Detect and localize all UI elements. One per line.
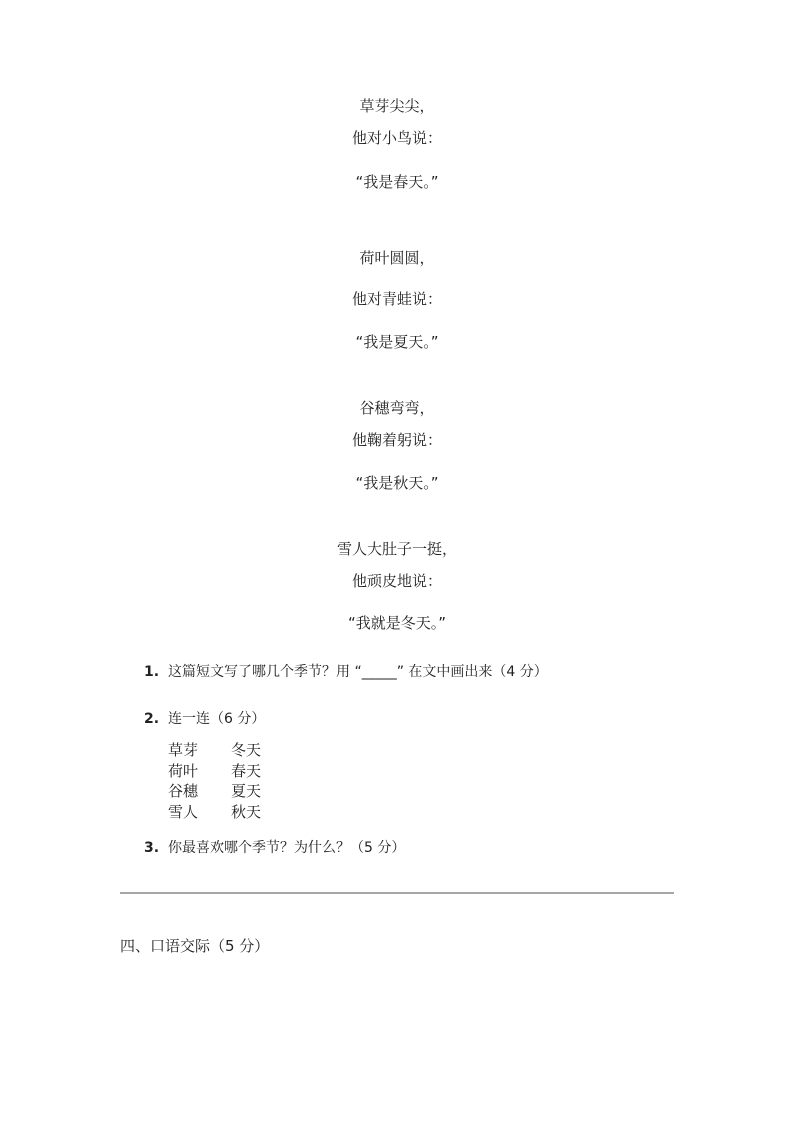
matching-right-item: 夏天 [231,782,262,800]
poem-line: 他鞠着躬说： [351,431,442,449]
poem-line: “我是春天。” [355,173,439,191]
poem-line: 草芽尖尖， [359,97,435,115]
question-3 [144,838,405,858]
question-text: 你最喜欢哪个季节？为什么？（5 分） [168,840,406,856]
poem-line: “我是夏天。” [355,333,439,351]
poem-line: 他对小鸟说： [351,129,442,147]
matching-left-item: 谷穗 [168,782,199,800]
matching-left-item: 雪人 [168,803,199,821]
poem-line: “我就是冬天。” [347,614,447,632]
matching-right-item: 冬天 [231,741,262,759]
question-number: 1. [144,664,160,680]
question-text: 连一连（6 分） [168,711,266,727]
question-text: 这篇短文写了哪几个季节？用 “_____” 在文中画出来（4 分） [168,664,548,680]
section-divider [120,892,674,894]
poem-line: 他对青蛙说： [351,290,442,308]
matching-right-item: 春天 [231,762,262,780]
matching-left-item: 荷叶 [168,762,199,780]
poem-line: 谷穗弯弯， [359,399,435,417]
question-number: 3. [144,840,160,856]
question-number: 2. [144,711,160,727]
matching-right-item: 秋天 [231,803,262,821]
poem-line: 荷叶圆圆， [359,249,435,267]
section-title: 四、口语交际（5 分） [120,937,270,955]
question-2 [144,709,265,729]
matching-left-item: 草芽 [168,741,199,759]
poem-line: 他顽皮地说： [351,572,442,590]
question-1 [144,662,548,682]
poem-line: 雪人大肚子一挺， [336,540,457,558]
poem-line: “我是秋天。” [355,474,439,492]
